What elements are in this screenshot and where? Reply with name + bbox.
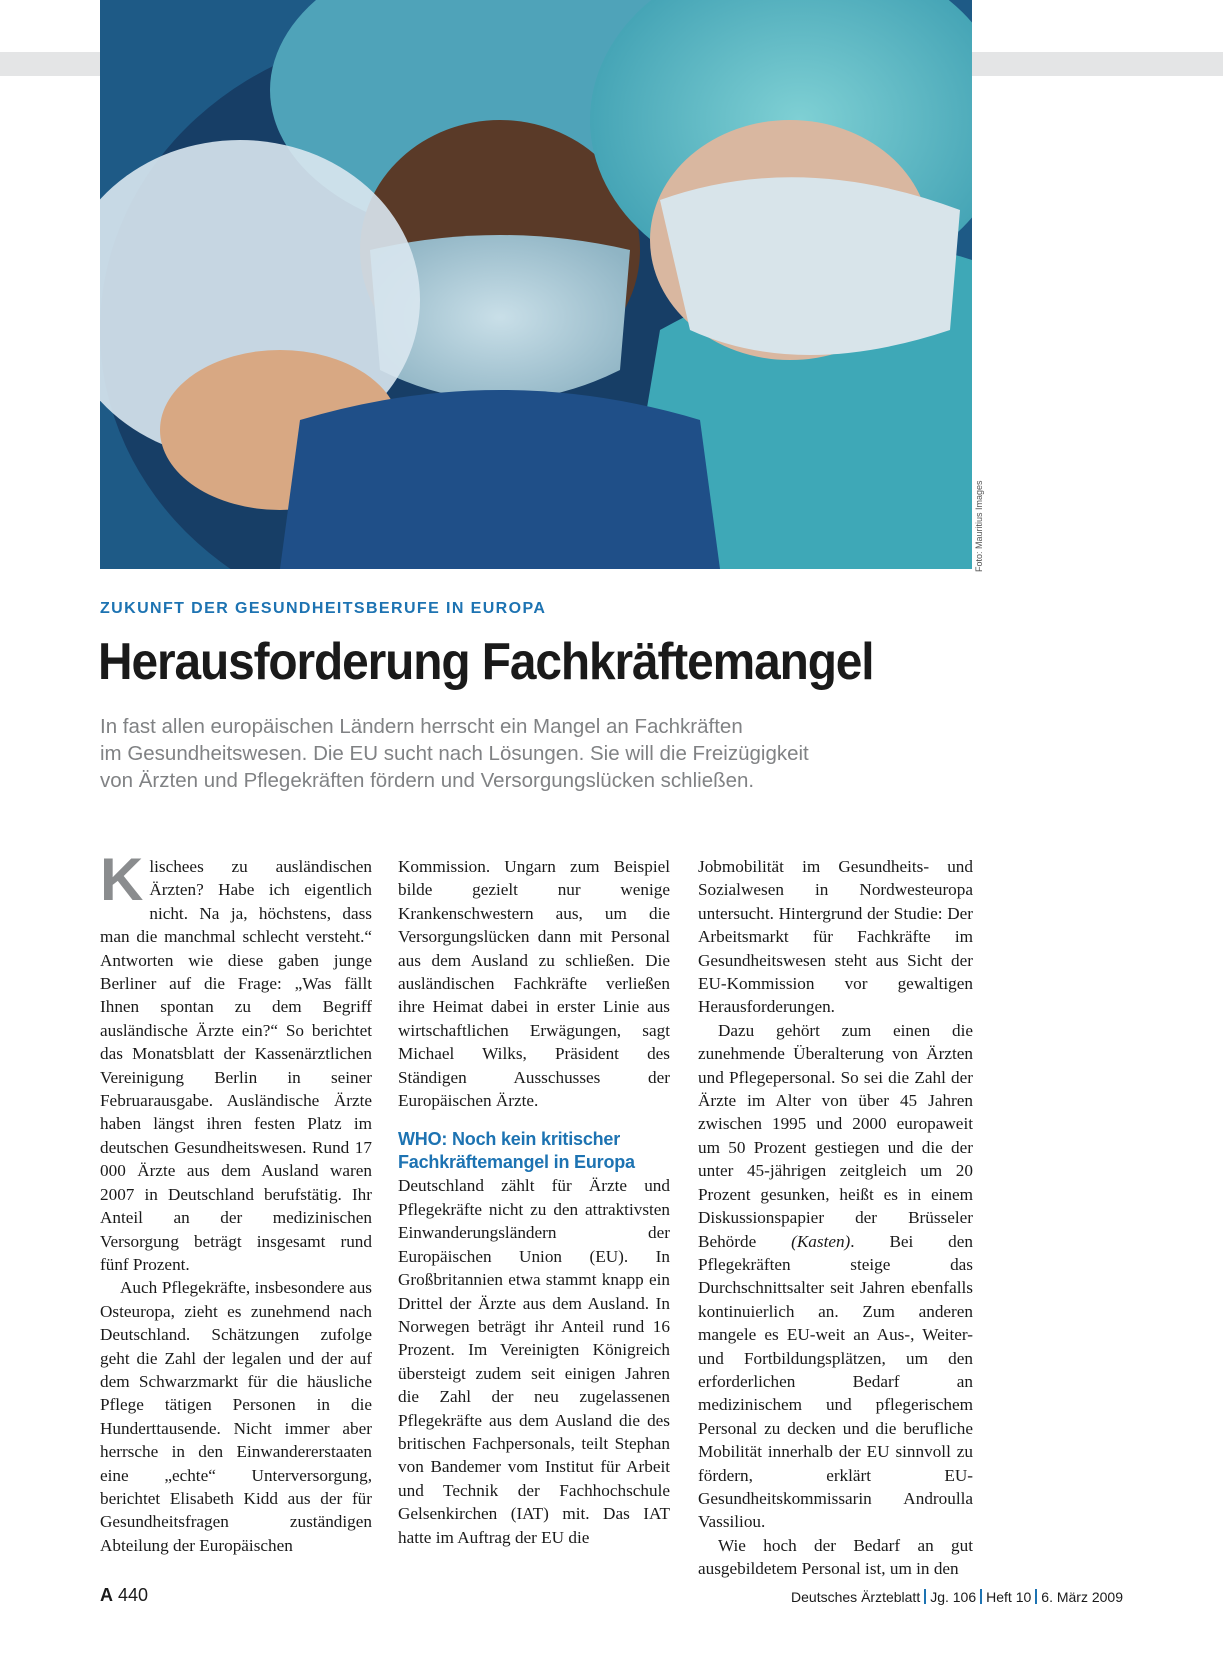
page-number-value: 440 [118, 1585, 149, 1605]
journal-name: Deutsches Ärzteblatt [791, 1589, 921, 1605]
journal-footer [791, 1589, 1123, 1605]
page-number [100, 1585, 148, 1606]
text-column-1 [100, 846, 372, 1557]
journal-issue: Heft 10 [986, 1589, 1032, 1605]
drop-cap: K [100, 846, 144, 913]
separator [1035, 1589, 1037, 1604]
lede-line: im Gesundheitswesen. Die EU sucht nach Lösungen. Sie will die Freizügigkeit [100, 742, 809, 765]
top-bar-right [972, 52, 1223, 76]
hero-photo [100, 0, 972, 569]
text-column-2 [398, 855, 670, 1549]
separator [980, 1589, 982, 1604]
top-bar-left [0, 52, 100, 76]
paragraph [100, 846, 372, 1276]
paragraph [698, 1019, 973, 1534]
article-headline: Herausforderung Fachkräftemangel [98, 633, 874, 691]
paragraph: Deutschland zählt für Ärzte und Pflegekräfte nicht zu den attraktivsten Einwanderungsländern der Europäischen Union (EU). In Großbritannien etwa stammt knapp ein Drittel der Ärzte aus dem Ausland. In Norwegen beträgt ihr Anteil rund 16 Prozent. Im Vereinigten Königreich übersteigt zudem seit einigen Jahren die Zahl der neu zugelassenen Pflegekräfte aus dem Ausland die des britischen Fachpersonals, teilt Stephan von Bandemer vom Institut für Arbeit und Technik der Fachhochschule Gelsenkirchen (IAT) mit. Das IAT hatte im Auftrag der EU die [398, 1176, 670, 1547]
paragraph-text: lischees zu ausländischen Ärzten? Habe ich eigentlich nicht. Na ja, höchstens, dass man die manchmal schlecht versteht.“ Antworten wie diese gaben junge Berliner auf die Frage: „Was fällt Ihnen spontan zu dem Begriff ausländische Ärzte ein?“ So berichtet das Monatsblatt der Kassenärztlichen Vereinigung Berlin in seiner Februarausgabe. Ausländische Ärzte haben längst ihren festen Platz im deutschen Gesundheitswesen. Rund 17 000 Ärzte aus dem Ausland waren 2007 in Deutschland berufstätig. Ihr Anteil an der medizinischen Versorgung beträgt insgesamt rund fünf Prozent. [100, 857, 372, 1274]
journal-date: 6. März 2009 [1041, 1589, 1123, 1605]
separator [924, 1589, 926, 1604]
article-kicker: ZUKUNFT DER GESUNDHEITSBERUFE IN EUROPA [100, 600, 547, 617]
surgeons-illustration [100, 0, 972, 569]
paragraph: Wie hoch der Bedarf an gut ausgebildetem Personal ist, um in den [698, 1535, 973, 1579]
journal-volume: Jg. 106 [930, 1589, 977, 1605]
section-subhead: WHO: Noch kein kritischer Fachkräftemangel in Europa [398, 1129, 635, 1173]
lede-line: In fast allen europäischen Ländern herrscht ein Mangel an Fachkräften [100, 715, 743, 738]
photo-credit: Foto: Mauritius Images [974, 480, 984, 572]
text-column-3 [698, 855, 973, 1581]
page-prefix: A [100, 1585, 113, 1605]
paragraph-text: Dazu gehört zum einen die zunehmende Überalterung von Ärzten und Pflegepersonal. So sei die Zahl der Ärzte im Alter von über 45 Jahren zwischen 1995 und 2000 europaweit um 50 Prozent gestiegen und die der unter 45-jährigen zeitgleich um 20 Prozent gesunken, heißt es in einem Diskussionspapier der Brüsseler Behörde [698, 1020, 973, 1251]
paragraph: Auch Pflegekräfte, insbesondere aus Osteuropa, zieht es zunehmend nach Deutschland. Schätzungen zufolge geht die Zahl der legalen und der auf dem Schwarzmarkt für die häusliche Pflege tätigen Personen in die Hunderttausende. Nicht immer aber herrsche in den Einwandererstaaten eine „echte“ Unterversorgung, berichtet Elisabeth Kidd aus der für Gesundheitsfragen zuständigen Abteilung der Europäischen [100, 1278, 372, 1555]
paragraph: Jobmobilität im Gesundheits- und Sozialwesen in Nordwesteuropa untersucht. Hintergrund der Studie: Der Arbeitsmarkt für Fachkräfte im Gesundheitswesen steht aus Sicht der EU-Kommission vor gewaltigen Herausforderungen. [698, 857, 973, 1017]
lede-line: von Ärzten und Pflegekräften fördern und Versorgungslücken schließen. [100, 769, 755, 792]
paragraph-text: . Bei den Pflegekräften steige das Durchschnittsalter seit Jahren ebenfalls kontinuierlich an. Zum anderen mangele es EU-weit an Aus-, Weiter- und Fortbildungsplätzen, um den erforderlichen Bedarf an medizinischem und pflegerischem Personal zu decken und die berufliche Mobilität innerhalb der EU sinnvoll zu fördern, erklärt EU-Gesundheitskommissarin Androulla Vassiliou. [698, 1231, 973, 1532]
article-lede [100, 713, 960, 794]
paragraph: Kommission. Ungarn zum Beispiel bilde gezielt nur wenige Krankenschwestern aus, um die Versorgungslücken dann mit Personal aus dem Ausland zu schließen. Die ausländischen Fachkräfte verließen ihre Heimat dabei in erster Linie aus wirtschaftlichen Erwägungen, sagt Michael Wilks, Präsident des Ständigen Ausschusses der Europäischen Ärzte. [398, 857, 670, 1111]
box-reference: (Kasten) [791, 1231, 851, 1251]
